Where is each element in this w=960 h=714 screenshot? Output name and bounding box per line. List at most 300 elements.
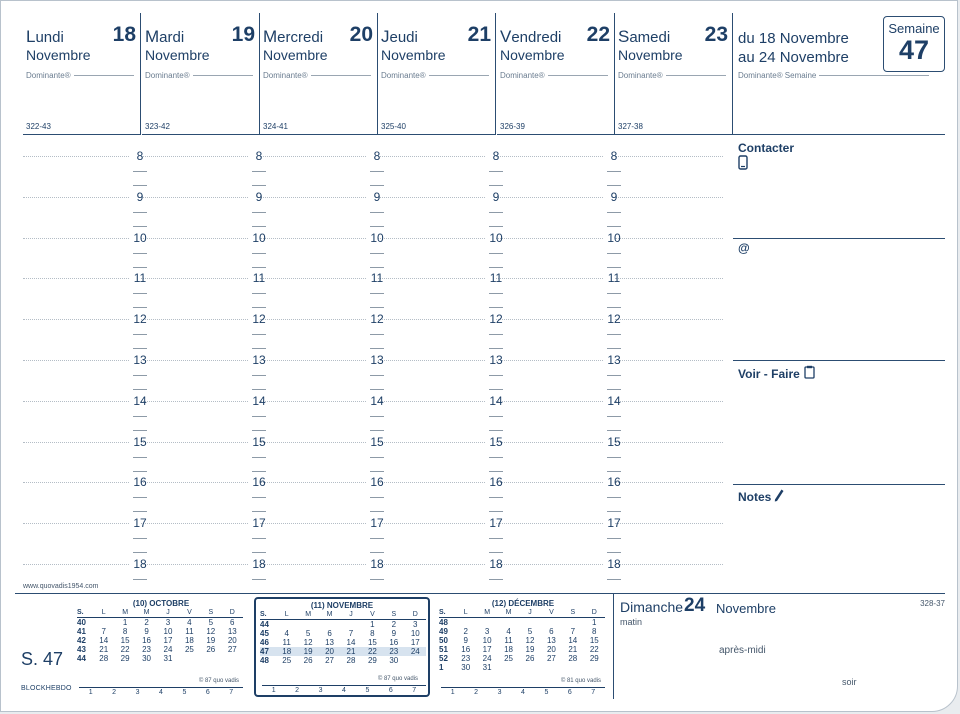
hour-label: 17 [370,516,384,531]
quarter-tick [489,348,503,349]
notes-header [738,489,945,505]
hour-label: 8 [136,149,144,163]
hour-line [615,523,723,524]
quarter-tick [607,471,621,472]
half-hour-tick [489,253,503,254]
calendar-day [562,663,583,672]
hour-line [378,278,485,279]
calendar-day [498,663,519,672]
hour-label: 11 [489,271,503,286]
half-hour-tick [133,538,147,539]
calendar-weekday: M [297,610,318,620]
half-hour-tick [489,497,503,498]
day-header-1 [142,13,260,135]
calendar-day: 10 [163,627,173,636]
day-dominante: Dominante® [381,71,489,80]
calendar-day: 21 [340,647,361,656]
quarter-tick [489,307,503,308]
calendar-day: 18 [184,636,194,645]
half-hour-tick [370,212,384,213]
quarter-tick [252,185,266,186]
hour-label: 18 [489,557,503,571]
hour-line [378,197,485,198]
quarter-tick [607,267,621,268]
hour-label: 12 [370,312,384,327]
hour-line [496,523,603,524]
calendar-day: 31 [163,654,173,663]
half-hour-tick [133,253,147,254]
calendar-day: 3 [484,627,490,636]
voir-faire-section [733,361,945,485]
notes-title: Notes [738,490,772,504]
mini-calendar-2 [435,597,611,697]
half-hour-tick [489,171,503,172]
calendar-day: 23 [461,654,471,663]
hour-line [378,523,485,524]
quarter-tick [252,226,266,227]
calendar-day: 25 [504,654,513,663]
sunday-name: Dimanche [620,599,684,615]
quarter-tick [252,471,266,472]
hour-line [141,564,248,565]
moon-phase: 7 [412,687,417,694]
calendar-day: 24 [405,647,426,656]
hour-line [141,401,248,402]
calendar-day: 12 [525,636,535,645]
half-hour-tick [489,334,503,335]
day-number: 19 [231,23,255,46]
calendar-week-number: 51 [439,645,448,654]
half-hour-tick [133,334,147,335]
calendar-day [541,618,562,628]
quarter-tick [489,389,503,390]
quarter-tick [370,348,384,349]
sunday-afternoon-label: après-midi [719,645,766,656]
calendar-day: 29 [120,654,130,663]
calendar-title: (12) DÉCEMBRE [491,599,555,608]
quarter-tick [607,430,621,431]
calendar-day [200,654,221,663]
quarter-tick [133,552,147,553]
hour-line [141,278,248,279]
half-hour-tick [252,293,266,294]
hour-line [378,482,485,483]
calendar-day: 11 [185,627,194,636]
day-number: 23 [704,23,728,46]
calendar-weekday: D [584,608,605,618]
hour-label: 8 [610,149,618,163]
day-month: Novembre [618,47,683,63]
calendar-day: 3 [165,618,171,627]
hour-line [141,156,248,157]
hour-label: 9 [373,189,381,204]
hour-line [260,482,366,483]
calendar-day: 26 [206,645,216,654]
sunday-morning-label: matin [620,617,643,627]
calendar-weekday: D [405,610,426,620]
day-number: 21 [467,23,491,46]
hour-label: 10 [252,230,266,245]
hour-line [615,319,723,320]
calendar-title: (10) OCTOBRE [132,599,190,608]
sunday-code: 328-37 [920,599,945,608]
day-code: 325-40 [381,122,406,131]
calendar-day [319,620,340,630]
quarter-tick [370,267,384,268]
hour-line [23,442,129,443]
quarter-tick [607,552,621,553]
hour-line [141,482,248,483]
day-dominante: Dominante® [145,71,253,80]
calendar-day: 27 [546,654,556,663]
hour-label: 11 [133,271,147,286]
hour-label: 15 [252,434,266,449]
half-hour-tick [252,171,266,172]
calendar-day [455,618,476,628]
calendar-day: 8 [122,627,128,636]
calendar-day: 19 [525,645,535,654]
day-number: 18 [112,23,136,46]
calendar-day: 9 [144,627,149,636]
email-section [733,239,945,361]
calendar-weekday: V [179,608,200,618]
moon-phases [441,687,605,696]
calendar-table [77,608,243,663]
calendar-day: 26 [303,656,313,665]
calendar-day [498,618,519,628]
calendar-day: 14 [346,638,356,647]
half-hour-tick [133,293,147,294]
clipboard-icon [804,365,815,382]
hour-line [260,360,366,361]
calendar-day: 20 [546,645,556,654]
calendar-day: 17 [482,645,492,654]
calendar-day: 25 [282,656,292,665]
half-hour-tick [489,212,503,213]
mini-calendar-0 [73,597,249,697]
hour-label: 12 [607,312,621,327]
calendar-day [476,618,497,628]
calendar-day: 9 [463,636,468,645]
calendar-day: 29 [367,656,377,665]
hour-line [615,401,723,402]
half-hour-tick [133,497,147,498]
moon-phase: 1 [271,687,276,694]
calendar-week-number: 49 [439,627,448,636]
quarter-tick [252,430,266,431]
quarter-tick [133,307,147,308]
calendar-day [519,618,540,628]
at-icon: @ [738,241,750,255]
calendar-day [93,618,114,628]
contacter-section [733,137,945,239]
hour-label: 16 [370,475,384,490]
quarter-tick [370,511,384,512]
calendar-weekday: D [222,608,243,618]
hour-line [496,442,603,443]
quarter-tick [607,389,621,390]
calendar-day: 2 [391,620,397,629]
calendar-day: 21 [99,645,109,654]
half-hour-tick [607,457,621,458]
contacter-title: Contacter [738,141,795,155]
moon-phases [262,685,426,694]
hour-label: 8 [255,149,263,163]
hour-line [615,197,723,198]
calendar-day [276,620,297,630]
calendar-table [439,608,605,672]
calendar-day: 15 [367,638,377,647]
calendar-week-number: 44 [260,620,269,629]
calendar-day: 24 [163,645,173,654]
moon-phase: 3 [497,689,502,696]
quarter-tick [252,307,266,308]
calendar-day: 2 [144,618,149,627]
hour-label: 13 [370,353,384,367]
hour-label: 17 [252,516,266,531]
calendar-week-number: 48 [439,618,448,627]
hour-line [260,564,366,565]
hour-line [260,401,366,402]
hour-line [378,319,485,320]
quarter-tick [489,511,503,512]
day-number: 22 [586,23,610,46]
day-dominante: Dominante® [500,71,608,80]
calendar-week-number: 43 [77,645,86,654]
calendar-weekday: S. [439,608,455,618]
half-hour-tick [489,293,503,294]
calendar-day: 20 [227,636,237,645]
hour-line [378,360,485,361]
hour-line [496,360,603,361]
hour-line [23,238,129,239]
hour-label: 13 [489,353,503,367]
moon-phase: 7 [229,689,234,696]
calendar-day [222,654,243,663]
quarter-tick [133,185,147,186]
calendar-week-number: 42 [77,636,86,645]
day-code: 324-41 [263,122,288,131]
quarter-tick [370,471,384,472]
moon-phase: 2 [474,689,479,696]
calendar-day [297,620,318,630]
half-hour-tick [252,253,266,254]
hour-label: 9 [610,189,618,204]
hour-line [141,442,248,443]
calendar-day: 7 [570,627,576,636]
quarter-tick [607,511,621,512]
quovadis-mark: © 81 quo vadis [560,678,601,684]
moon-phase: 7 [591,689,596,696]
moon-phase: 3 [318,687,323,694]
calendar-week-number: 44 [77,654,86,663]
calendar-day: 19 [297,647,318,656]
half-hour-tick [607,253,621,254]
day-dominante: Dominante® [618,71,726,80]
calendar-day: 29 [589,654,599,663]
day-dominante: Dominante® [263,71,371,80]
calendar-day: 11 [282,638,291,647]
hour-label: 15 [489,434,503,449]
calendar-day [541,663,562,672]
calendar-day: 6 [549,627,554,636]
calendar-day: 31 [482,663,492,672]
week-header [733,13,945,135]
hour-label: 17 [133,516,147,531]
half-hour-tick [489,375,503,376]
half-hour-tick [607,538,621,539]
hour-line [496,238,603,239]
hour-line [260,523,366,524]
calendar-weekday: S [200,608,221,618]
hour-grid [23,141,731,591]
half-hour-tick [370,253,384,254]
calendar-weekday: J [157,608,178,618]
calendar-day: 20 [319,647,340,656]
hour-label: 15 [133,434,147,449]
calendar-day: 11 [504,636,513,645]
hour-label: 11 [370,271,384,286]
sunday-evening-label: soir [842,677,857,687]
hour-label: 13 [133,353,147,367]
half-hour-tick [607,579,621,580]
moon-phase: 2 [295,687,300,694]
calendar-day [179,654,200,663]
half-hour-tick [133,416,147,417]
quarter-tick [252,552,266,553]
calendar-week-number: 48 [260,656,269,665]
calendar-day: 9 [391,629,397,638]
half-hour-tick [489,416,503,417]
day-name: Lundi [26,27,64,46]
half-hour-tick [607,334,621,335]
calendar-day: 24 [482,654,492,663]
day-name: Jeudi [381,27,418,46]
hour-label: 14 [607,393,621,408]
week-range-end: au 24 Novembre [738,49,849,66]
brand-label: BLOCKHEBDO [21,685,72,692]
calendar-day: 22 [362,647,383,656]
quarter-tick [252,389,266,390]
quarter-tick [489,267,503,268]
mini-calendar-1 [254,597,430,697]
half-hour-tick [252,416,266,417]
hour-label: 10 [489,230,503,245]
pencil-icon [774,489,784,505]
calendar-day [562,618,583,628]
half-hour-tick [252,457,266,458]
calendar-day: 13 [546,636,556,645]
calendar-day: 8 [592,627,597,636]
calendar-day: 15 [120,636,130,645]
day-month: Novembre [381,47,446,63]
hour-line [615,360,723,361]
calendar-week-number: 41 [77,627,86,636]
hour-line [615,238,723,239]
quarter-tick [370,226,384,227]
calendar-day [519,663,540,672]
moon-phase: 6 [388,687,393,694]
half-hour-tick [370,457,384,458]
week-dominante: Dominante® Semaine [738,71,929,80]
quarter-tick [607,226,621,227]
calendar-day: 7 [101,627,106,636]
calendar-week-number: 1 [439,663,444,672]
half-hour-tick [370,416,384,417]
calendar-day: 22 [120,645,130,654]
calendar-weekday: M [136,608,157,618]
calendar-week-number: 46 [260,638,269,647]
day-header-3 [378,13,496,135]
calendar-weekday: J [340,610,361,620]
calendar-day: 2 [463,627,468,636]
quarter-tick [133,348,147,349]
calendar-day: 10 [410,629,420,638]
day-header-0 [23,13,141,135]
hour-label: 13 [252,353,266,367]
calendar-day: 14 [99,636,109,645]
calendar-weekday: L [93,608,114,618]
calendar-day: 30 [389,656,399,665]
hour-line [23,197,129,198]
calendar-day: 10 [482,636,492,645]
calendar-day: 5 [208,618,214,627]
day-name: Mercredi [263,27,324,46]
moon-phase: 4 [159,689,163,696]
day-dominante: Dominante® [26,71,134,80]
quarter-tick [607,185,621,186]
hour-label: 13 [607,353,621,367]
hour-line [141,319,248,320]
day-month: Novembre [500,47,565,63]
calendar-day: 3 [413,620,418,629]
week-box-number: 47 [898,35,930,65]
hour-line [260,197,366,198]
quarter-tick [489,471,503,472]
moon-phases [79,687,243,696]
week-range-start: du 18 Novembre [738,30,849,47]
phone-icon [738,155,945,173]
day-code: 322-43 [26,122,51,131]
half-hour-tick [252,579,266,580]
calendar-day: 18 [276,647,297,656]
hour-line [141,197,248,198]
calendar-day: 23 [383,647,404,656]
hour-label: 16 [489,475,503,490]
moon-phase: 5 [365,687,370,694]
calendar-week-number: 50 [439,636,448,645]
calendar-day: 4 [187,618,192,627]
hour-label: 18 [370,557,384,571]
quarter-tick [370,552,384,553]
hour-line [615,442,723,443]
half-hour-tick [489,579,503,580]
quarter-tick [252,267,266,268]
calendar-day: 28 [568,654,578,663]
calendar-day: 7 [348,629,354,638]
quarter-tick [607,348,621,349]
hour-line [496,564,603,565]
half-hour-tick [370,538,384,539]
quarter-tick [133,226,147,227]
half-hour-tick [607,416,621,417]
voir-faire-header [738,365,945,382]
half-hour-tick [252,375,266,376]
hour-line [496,278,603,279]
hour-label: 17 [489,516,503,531]
calendar-day: 30 [142,654,151,663]
quarter-tick [607,307,621,308]
